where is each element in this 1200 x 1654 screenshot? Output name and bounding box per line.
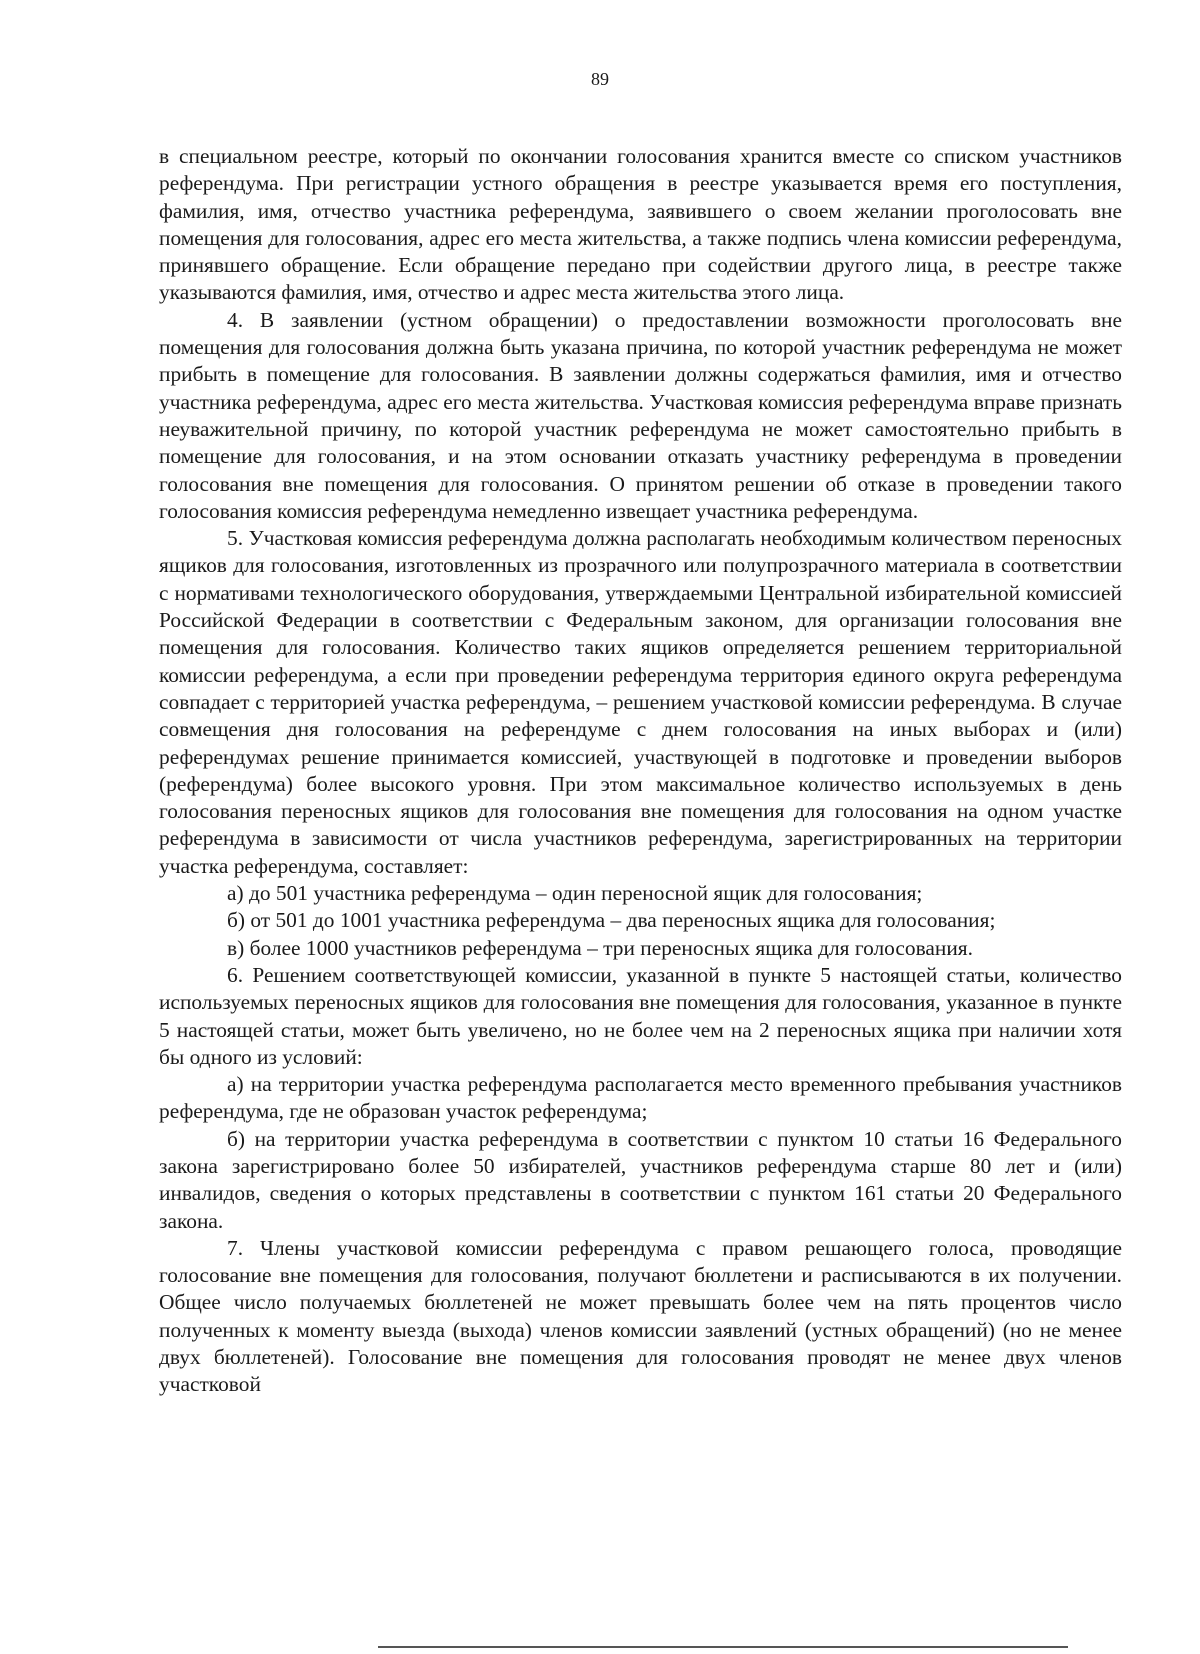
page-number: 89	[591, 69, 609, 89]
list-item-a: а) до 501 участника референдума – один переносной ящик для голосования;	[227, 881, 923, 906]
paragraph-6: 6. Решением соответствующей комиссии, указанной в пункте 5 настоящей статьи, количество используемых переносных ящиков для голосования вне помещения для голосования, указанное в пункте 5 настоящей статьи, может быть увеличено, но не более чем на 2 переносных ящика при наличии хотя бы одного из условий:	[159, 962, 1122, 1069]
list-item-b: б) от 501 до 1001 участника референдума – два переносных ящика для голосования;	[227, 908, 996, 933]
condition-item-a: а) на территории участка референдума располагается место временного пребывания участников референдума, где не образован участок референдума;	[159, 1072, 1122, 1124]
paragraph-7: 7. Члены участковой комиссии референдума с правом решающего голоса, проводящие голосование вне помещения для голосования, получают бюллетени и расписываются в их получении. Общее число получаемых бюллетеней не может превышать более чем на пять процентов число полученных к моменту выезда (выхода) членов комиссии заявлений (устных обращений) (но не менее двух бюллетеней). Голосование вне помещения для голосования проводят не менее двух членов участковой	[159, 1235, 1122, 1397]
paragraph-4: 4. В заявлении (устном обращении) о предоставлении возможности проголосовать вне помещения для голосования должна быть указана причина, по которой участник референдума не может прибыть в помещение для голосования. В заявлении должны содержаться фамилия, имя и отчество участника референдума, адрес его места жительства. Участковая комиссия референдума вправе признать неуважительной причину, по которой участник референдума не может самостоятельно прибыть в помещение для голосования, и на этом основании отказать участнику референдума в проведении голосования вне помещения для голосования. О принятом решении об отказе в проведении такого голосования комиссия референдума немедленно извещает участника референдума.	[159, 307, 1122, 523]
document-body	[159, 143, 1122, 1399]
bottom-rule	[378, 1646, 1068, 1648]
paragraph-5: 5. Участковая комиссия референдума должна располагать необходимым количеством переносных ящиков для голосования, изготовленных из прозрачного или полупрозрачного материала в соответствии с нормативами технологического оборудования, утверждаемыми Центральной избирательной комиссией Российской Федерации в соответствии с Федеральным законом, для организации голосования вне помещения для голосования. Количество таких ящиков определяется решением территориальной комиссии референдума, а если при проведении референдума территория единого округа референдума совпадает с территорией участка референдума, – решением участковой комиссии референдума. В случае совмещения дня голосования на референдуме с днем голосования на иных выборах и (или) референдумах решение принимается комиссией, участвующей в подготовке и проведении выборов (референдума) более высокого уровня. При этом максимальное количество используемых в день голосования переносных ящиков для голосования вне помещения для голосования на одном участке референдума в зависимости от числа участников референдума, зарегистрированных на территории участка референдума, составляет:	[159, 526, 1122, 878]
condition-item-b: б) на территории участка референдума в соответствии с пунктом 10 статьи 16 Федерального закона зарегистрировано более 50 избирателей, участников референдума старше 80 лет и (или) инвалидов, сведения о которых представлены в соответствии с пунктом 161 статьи 20 Федерального закона.	[159, 1126, 1122, 1233]
list-item-c: в) более 1000 участников референдума – три переносных ящика для голосования.	[227, 935, 973, 960]
paragraph-continuation: в специальном реестре, который по окончании голосования хранится вместе со списком участников референдума. При регистрации устного обращения в реестре указывается время его поступления, фамилия, имя, отчество участника референдума, заявившего о своем желании проголосовать вне помещения для голосования, адрес его места жительства, а также подпись члена комиссии референдума, принявшего обращение. Если обращение передано при содействии другого лица, в реестре также указываются фамилия, имя, отчество и адрес места жительства этого лица.	[159, 144, 1122, 305]
